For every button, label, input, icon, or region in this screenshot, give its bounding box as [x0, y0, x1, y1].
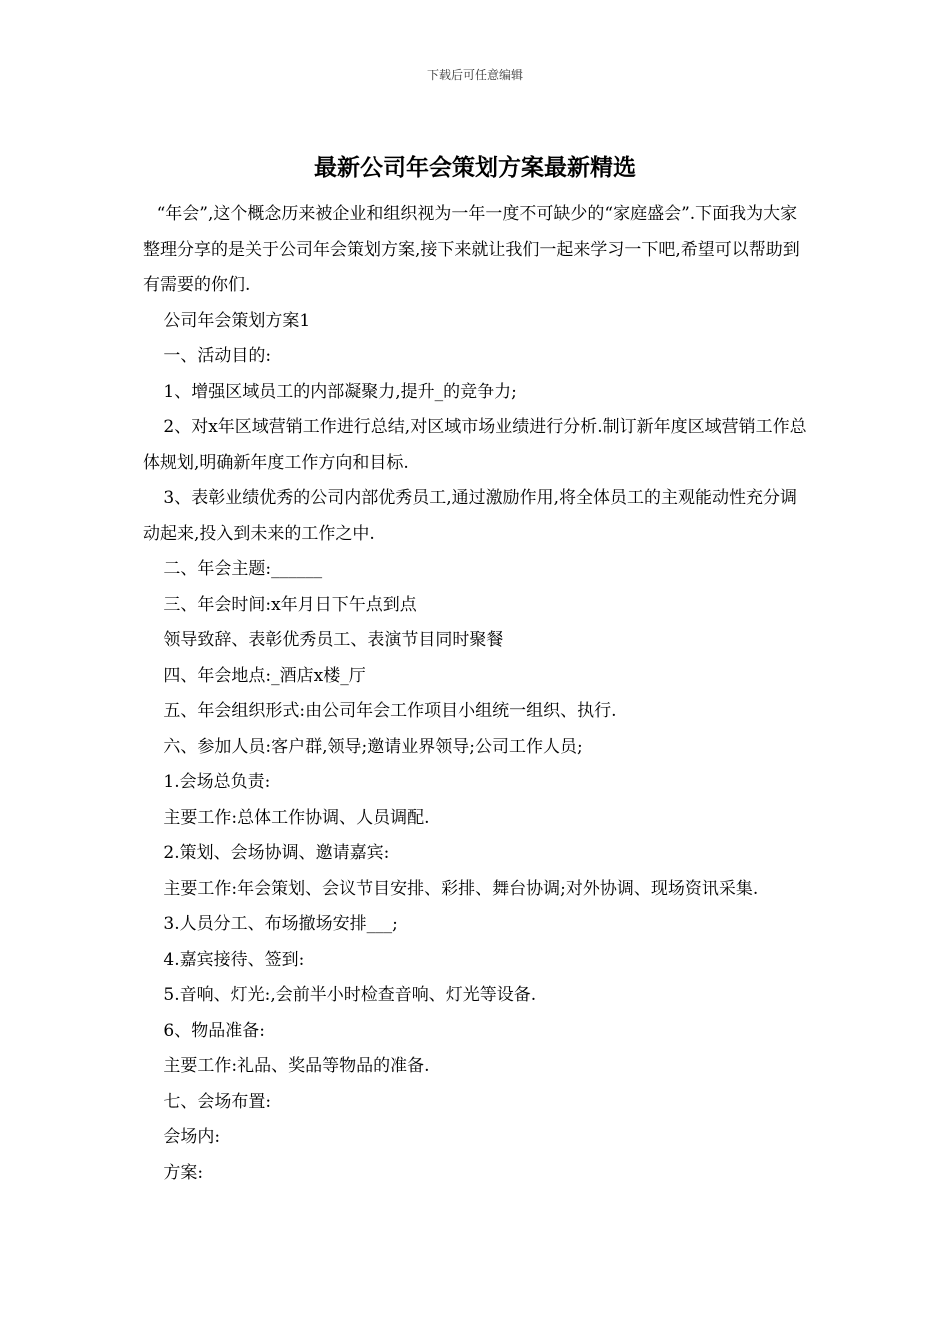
paragraph-purpose-2: 2、对x年区域营销工作进行总结,对区域市场业绩进行分析.制订新年度区域营销工作总体规划,明确新年度工作方向和目标. [143, 417, 807, 473]
paragraph-supplies-duty: 主要工作:礼品、奖品等物品的准备. [163, 1056, 430, 1076]
paragraph-indoor: 会场内: [163, 1127, 221, 1147]
section-heading-attendees: 六、参加人员:客户群,领导;邀请业界领导;公司工作人员; [163, 736, 583, 757]
section-heading-organization: 五、年会组织形式:由公司年会工作项目小组统一组织、执行. [163, 701, 617, 721]
list-item-reception: 4.嘉宾接待、签到: [163, 949, 305, 970]
list-item-staffing: 3.人员分工、布场撤场安排___; [163, 914, 398, 934]
section-heading-venue-setup: 七、会场布置: [163, 1091, 272, 1112]
paragraph-purpose-1: 1、增强区域员工的内部凝聚力,提升_的竞争力; [163, 381, 517, 402]
header-note: 下载后可任意编辑 [426, 68, 523, 82]
paragraph-purpose-3: 3、表彰业绩优秀的公司内部优秀员工,通过激励作用,将全体员工的主观能动性充分调动起来,投入到未来的工作之中. [143, 488, 798, 544]
section-heading-time: 三、年会时间:x年月日下午点到点 [163, 594, 417, 615]
paragraph-venue-lead-duty: 主要工作:总体工作协调、人员调配. [163, 807, 430, 828]
list-item-audio-lighting: 5.音响、灯光:,会前半小时检查音响、灯光等设备. [163, 985, 537, 1005]
paragraph-planning-duty: 主要工作:年会策划、会议节目安排、彩排、舞台协调;对外协调、现场资讯采集. [163, 878, 759, 899]
section-heading-purpose: 一、活动目的: [163, 346, 272, 366]
list-item-planning: 2.策划、会场协调、邀请嘉宾: [163, 843, 390, 863]
paragraph-scheme: 方案: [163, 1162, 204, 1183]
document-title: 最新公司年会策划方案最新精选 [314, 154, 636, 181]
intro-paragraph: “年会”,这个概念历来被企业和组织视为一年一度不可缺少的“家庭盛会”.下面我为大家整理分享的是关于公司年会策划方案,接下来就让我们一起来学习一下吧,希望可以帮助到有需要的你们. [143, 204, 800, 295]
list-item-supplies: 6、物品准备: [163, 1020, 265, 1041]
section-heading-location: 四、年会地点:_酒店x楼_厅 [163, 665, 366, 686]
document-body [143, 197, 809, 1191]
section-heading-theme: 二、年会主题:______ [163, 559, 323, 579]
section-heading-plan-1: 公司年会策划方案1 [163, 310, 311, 331]
paragraph-agenda: 领导致辞、表彰优秀员工、表演节目同时聚餐 [163, 630, 504, 650]
list-item-venue-lead: 1.会场总负责: [163, 772, 271, 792]
